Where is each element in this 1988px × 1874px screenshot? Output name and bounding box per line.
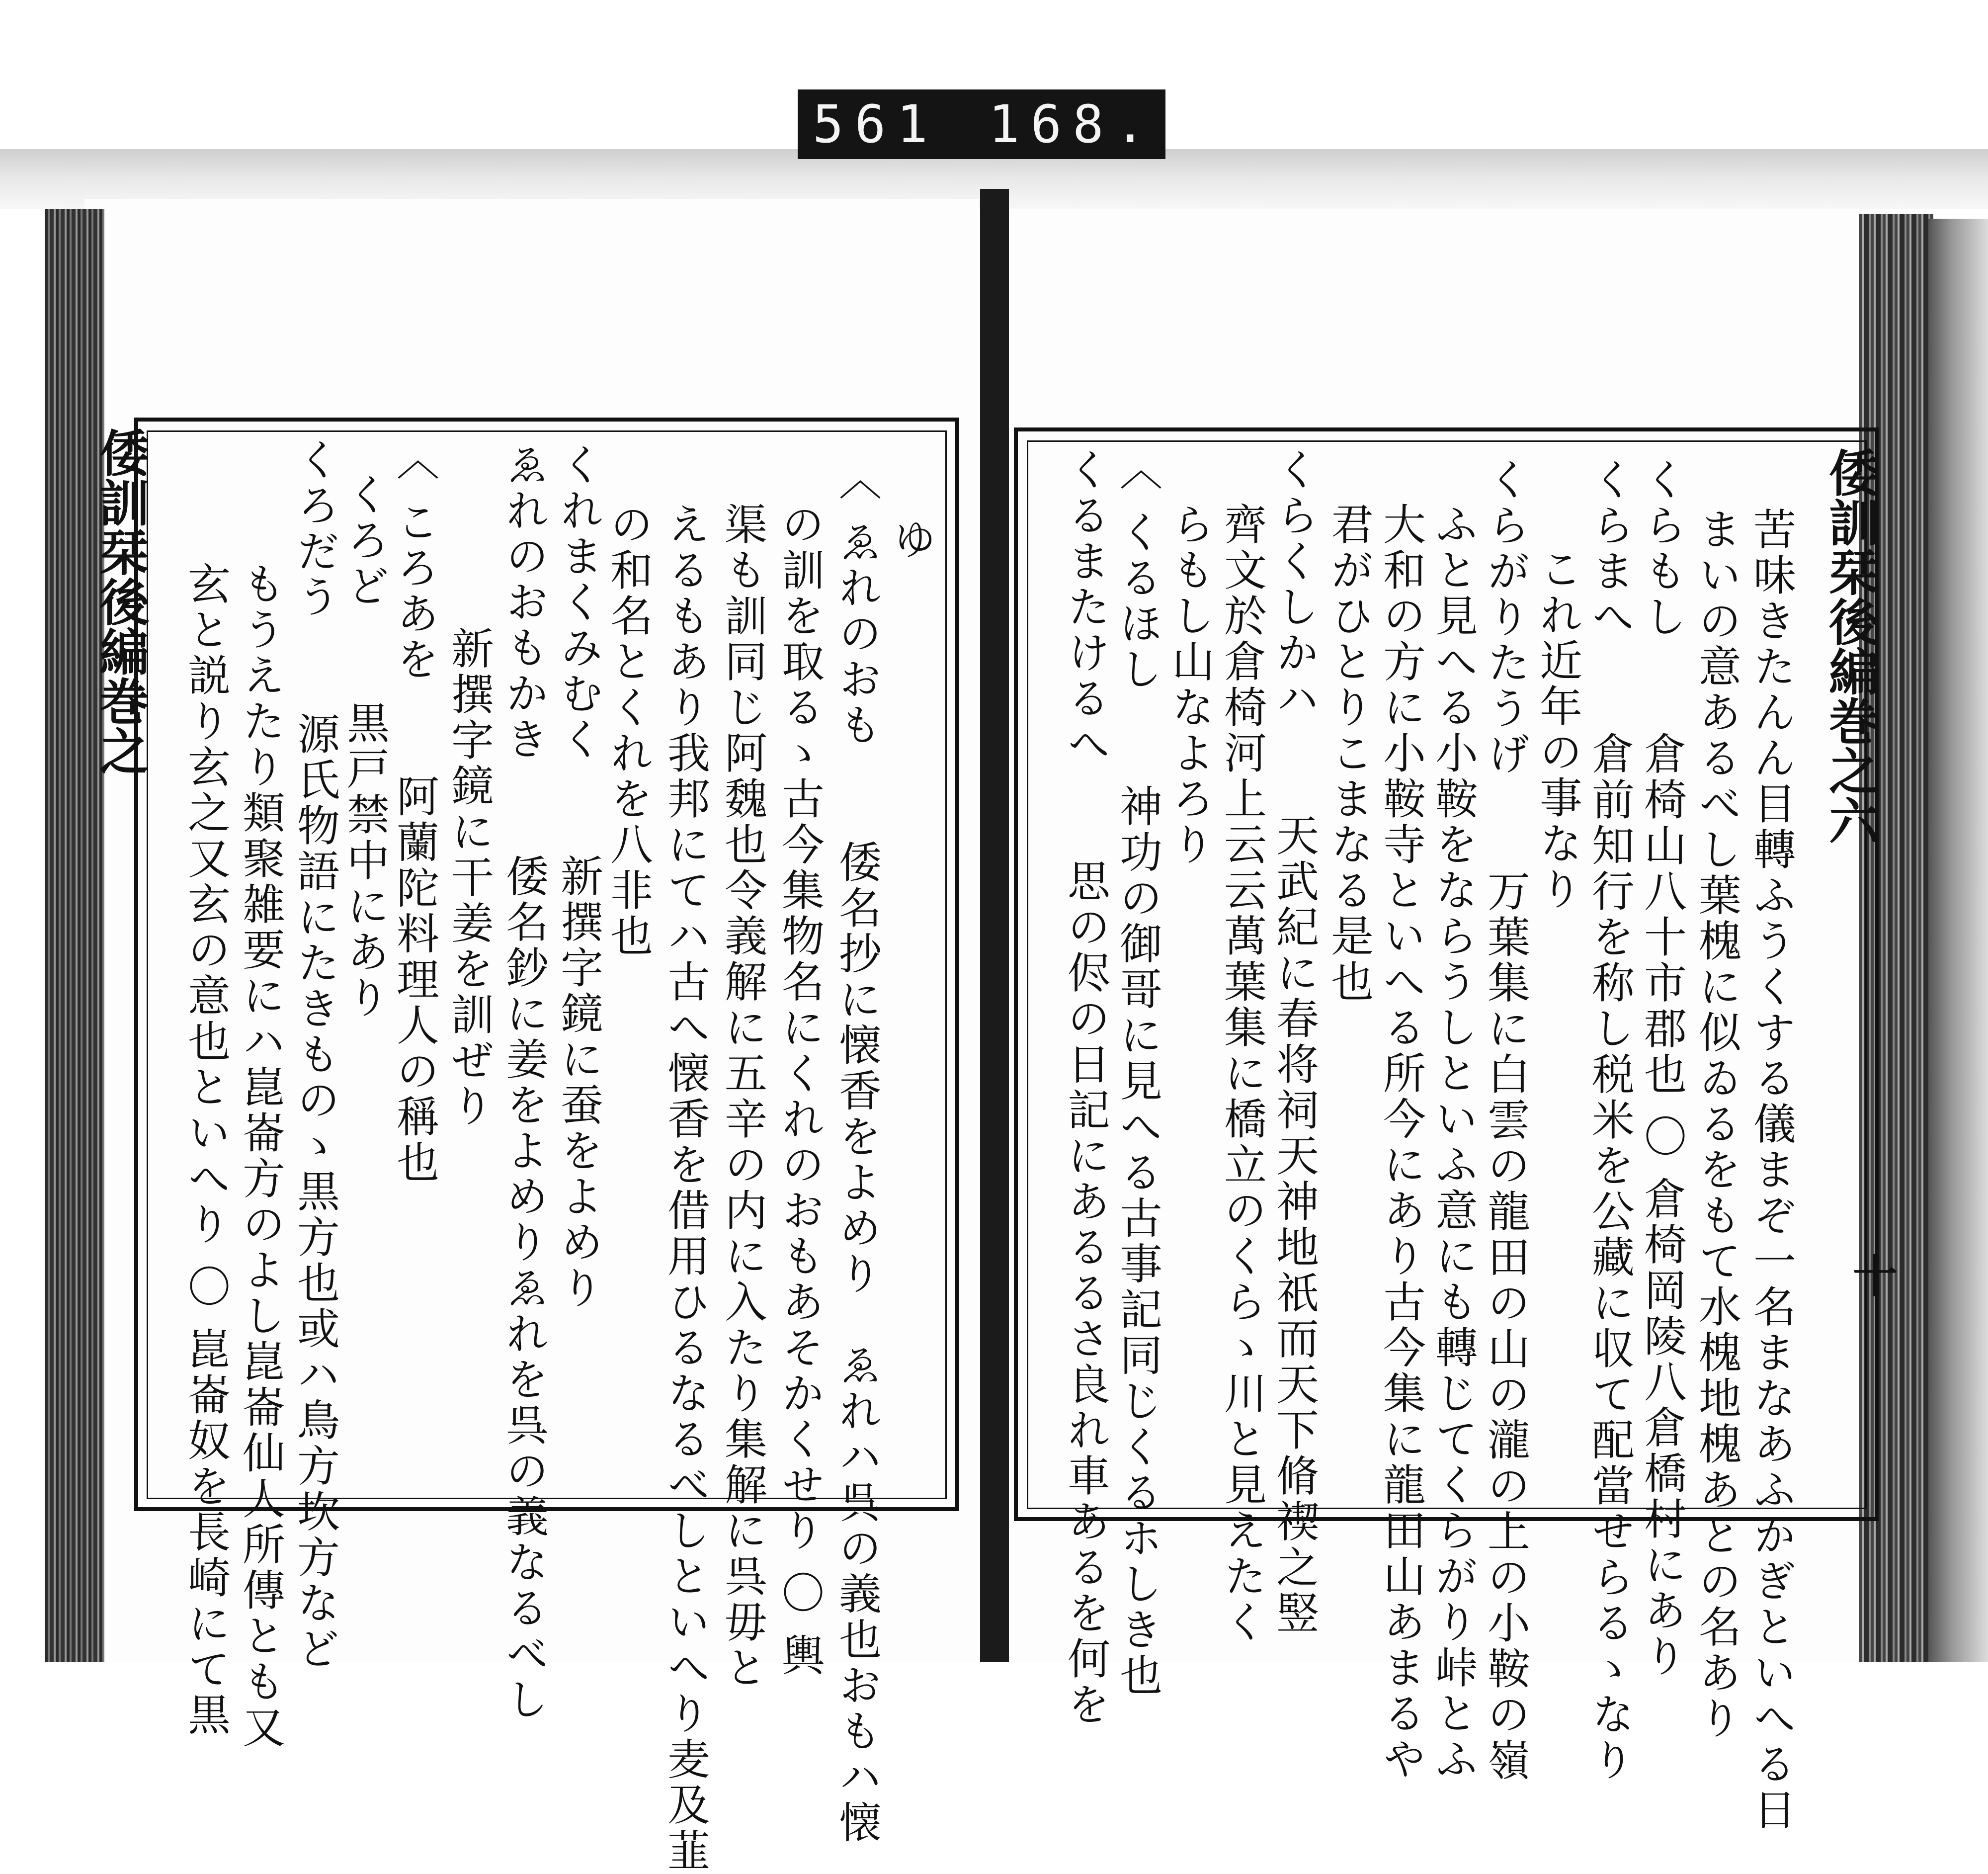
left-col-2: 〈 ゑれのおも 倭名抄に懐香をよめり ゑれハ呉の義也おもハ懐 [831, 457, 881, 1846]
right-col-4: くらまへ 倉前知行を称し税米を公藏に収て配當せらるゝなり [1584, 457, 1634, 1784]
left-col-13: もうえたり類聚雑要にハ崑崙方のよし崑崙仙人所傳とも又 [235, 562, 285, 1751]
right-col-2: まいの意あるべし葉槐に似ゐるをもて水槐地槐あとの名あり [1691, 507, 1741, 1742]
left-col-3: の訓を取るゝ古今集物名にくれのおもあそかくせり 〇 輿 [774, 502, 824, 1679]
right-col-12: らもし山なよろり [1164, 502, 1214, 868]
right-col-13: 〈 くるほし 神功の御哥に見へる古事記同じくるホしき也 [1112, 447, 1162, 1699]
right-col-14: くるまたけるへ 思の侭の日記にあるるさ良れ車あるを何を [1060, 447, 1110, 1728]
right-page-number: 十 [1845, 1253, 1898, 1297]
left-col-7: くれまくみむく 新撰字鏡に蚕をよめり [553, 442, 603, 1311]
right-col-5: これ近年の事なり [1532, 547, 1582, 913]
right-col-1: 苦味きたんん目轉ふうくする儀まぞ一名まなあふかぎといへる日 [1746, 507, 1796, 1833]
left-col-11: くろど 黒戸禁中にあり [339, 472, 389, 1021]
right-edge-shadow [1928, 219, 1988, 1662]
left-col-8: ゑれのおもかき 倭名鈔に姜をよめりゑれを呉の義なるべし [498, 442, 548, 1723]
right-col-7: ふと見へる小鞍をならうしといふ意にも轉じてくらがり峠とふ [1428, 502, 1478, 1783]
left-header: 倭訓栞後編巻之 [91, 427, 150, 775]
left-col-4: 渠も訓同じ阿魏也令義解に五辛の内に入たり集解に呉毋と [717, 502, 767, 1691]
left-col-12: くろだう 源氏物語にたきものゝ黒方也或ハ鳥方坎方など [290, 437, 339, 1672]
left-col-6: の和名とくれを八非也 [603, 502, 653, 959]
right-col-10: くらくしかハ 天武紀に春将祠天神地祇而天下脩禊之竪 [1269, 447, 1319, 1636]
left-col-9: 新撰字鏡に干姜を訓ぜり [444, 626, 494, 1129]
left-col-1: ゆ [886, 517, 936, 563]
right-col-11: 齊文於倉椅河上云云萬葉集に橋立のくらゝ川と見えたく [1217, 502, 1266, 1645]
right-col-9: 君がひとりこまなる是也 [1324, 502, 1373, 1005]
right-col-6: くらがりたうげ 万葉集に白雲の龍田の山の瀧の上の小鞍の嶺 [1480, 457, 1530, 1784]
right-col-8: 大和の方に小鞍寺といへる所今にあり古今集に龍田山あまるや [1376, 502, 1425, 1783]
center-gutter [980, 189, 1009, 1662]
film-label [798, 89, 1165, 159]
right-col-3: くらもし 倉椅山八十市郡也 〇 倉椅岡陵八倉橋村にあり [1637, 457, 1686, 1680]
frame-number: 168. [988, 94, 1157, 155]
left-col-10: 〈 ころあを 阿蘭陀料理人の稱也 [389, 437, 439, 1186]
reel-number: 561 [813, 94, 939, 155]
left-col-5: えるもあり我邦にてハ古へ懐香を借用ひるなるべしといへり麦及韮 [660, 502, 710, 1874]
right-header: 倭訓栞後編巻之六 [1821, 447, 1879, 845]
left-col-14: 玄と説り玄之又玄の意也といへり 〇 崑崙奴を長崎にて黒 [180, 562, 230, 1738]
